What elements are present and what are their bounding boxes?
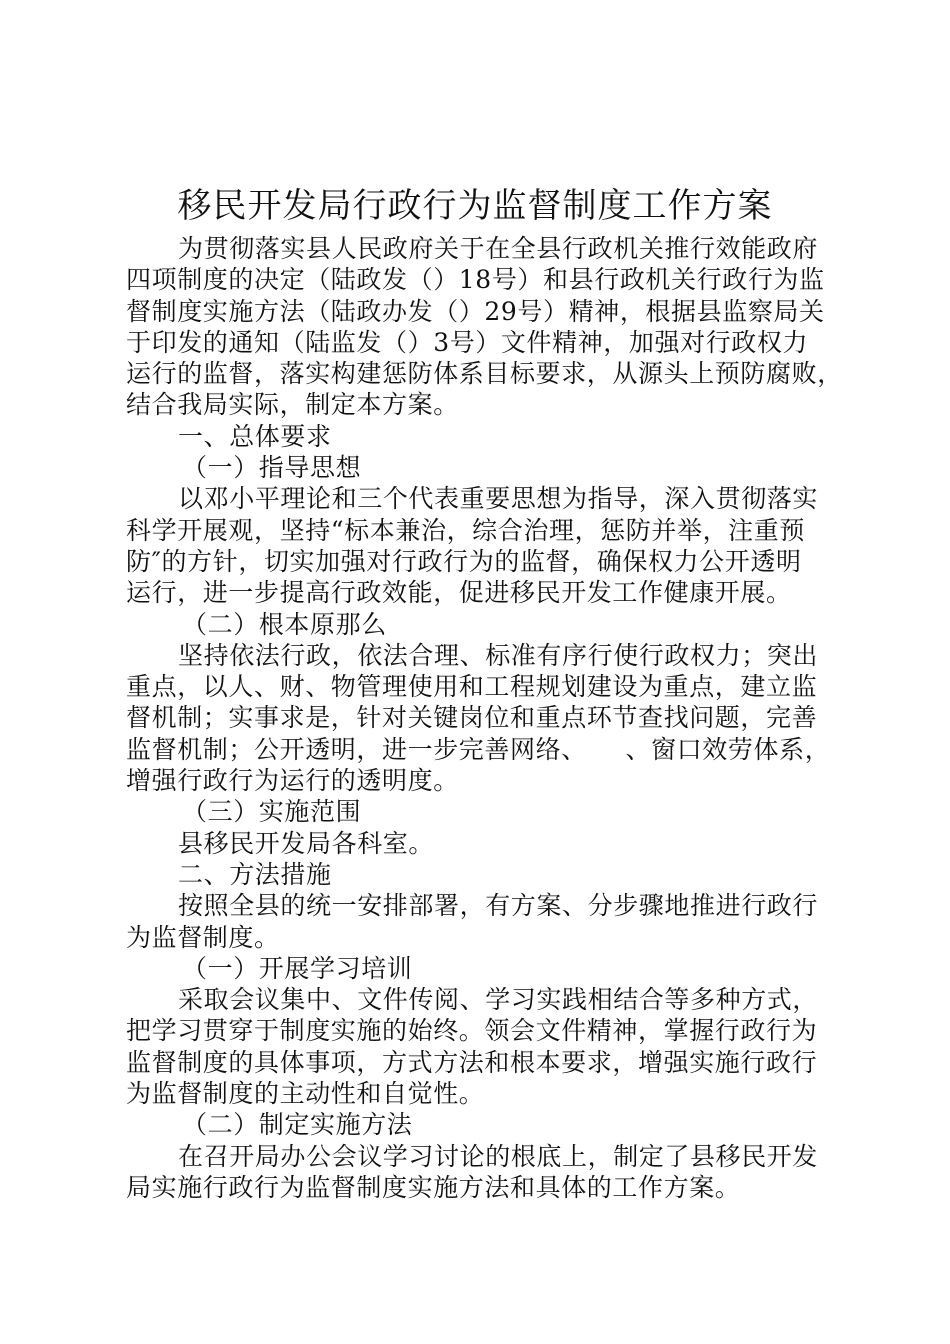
text-line: 把学习贯穿于制度实施的始终。领会文件精神，掌握行政行为: [126, 1016, 818, 1046]
text-line: 督机制；实事求是，针对关键岗位和重点环节查找问题，完善: [126, 703, 818, 733]
text-line: 坚持依法行政，依法合理、标准有序行使行政权力；突出: [178, 640, 819, 670]
text-line: （二）制定实施方法: [182, 1110, 413, 1140]
text-line: 监督制度的具体事项，方式方法和根本要求，增强实施行政行: [126, 1047, 818, 1077]
text-line: 局实施行政行为监督制度实施方法和具体的工作方案。: [126, 1172, 741, 1202]
document-body: [126, 233, 843, 1203]
text-line: 为贯彻落实县人民政府关于在全县行政机关推行效能政府: [178, 234, 819, 263]
text-line: 为监督制度的主动性和自觉性。: [126, 1079, 485, 1109]
text-line: 一、总体要求: [178, 421, 332, 451]
text-line: 运行的监督，落实构建惩防体系目标要求，从源头上预防腐败，: [126, 359, 843, 389]
text-line: 监督机制；公开透明，进一步完善网络、 、窗口效劳体系，: [126, 734, 831, 764]
text-line: 督制度实施方法（陆政办发（）29号）精神，根据县监察局关: [126, 296, 825, 326]
text-line: （一）指导思想: [182, 453, 362, 483]
text-line: 采取会议集中、文件传阅、学习实践相结合等多种方式，: [178, 985, 819, 1015]
text-line: 重点，以人、财、物管理使用和工程规划建设为重点，建立监: [126, 672, 818, 702]
text-line: 在召开局办公会议学习讨论的根底上，制定了县移民开发: [178, 1141, 819, 1171]
text-line: 二、方法措施: [178, 859, 332, 889]
text-line: 四项制度的决定（陆政发（）18号）和县行政机关行政行为监: [126, 265, 825, 295]
text-line: 于印发的通知（陆监发（）3号）文件精神，加强对行政权力: [126, 327, 809, 357]
text-line: 结合我局实际，制定本方案。: [126, 390, 459, 420]
text-line: 运行，进一步提高行政效能，促进移民开发工作健康开展。: [126, 578, 792, 608]
text-line: （三）实施范围: [182, 797, 362, 827]
text-line: （一）开展学习培训: [182, 953, 413, 983]
text-line: 县移民开发局各科室。: [178, 828, 435, 858]
text-line: 为监督制度。: [126, 922, 280, 952]
document-title: 移民开发局行政行为监督制度工作方案: [177, 186, 773, 226]
text-line: （二）根本原那么: [182, 609, 387, 639]
text-line: 以邓小平理论和三个代表重要思想为指导，深入贯彻落实: [178, 484, 819, 514]
text-line: 按照全县的统一安排部署，有方案、分步骤地推进行政行: [178, 891, 819, 921]
text-line: 科学开展观，坚持“标本兼治，综合治理，惩防并举，注重预: [126, 515, 805, 545]
text-line: 增强行政行为运行的透明度。: [126, 766, 459, 796]
text-line: 防″的方针，切实加强对行政行为的监督，确保权力公开透明: [126, 546, 802, 576]
